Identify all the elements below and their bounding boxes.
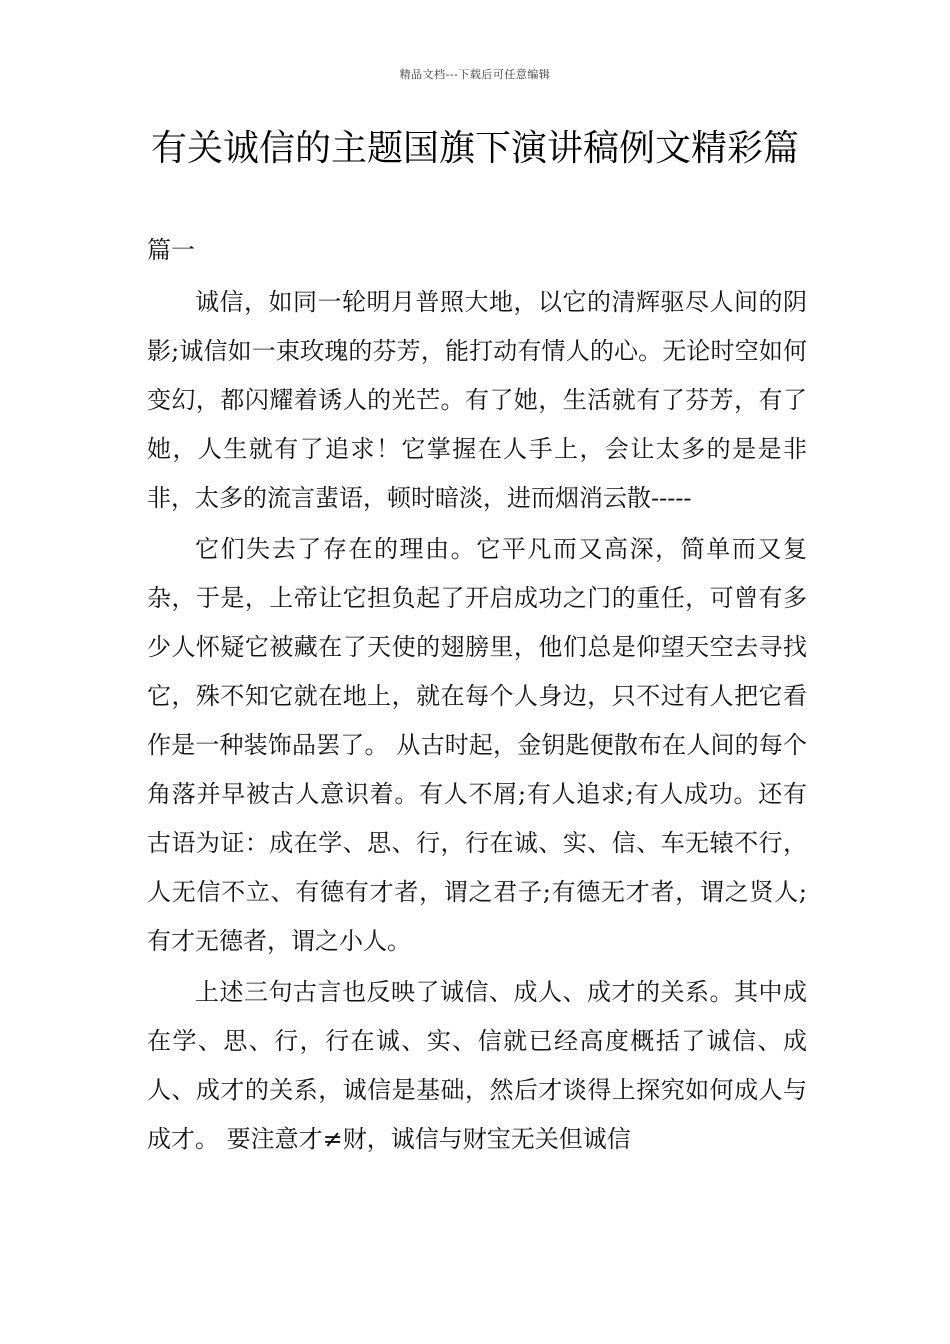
- section-label: 篇一: [147, 236, 195, 264]
- document-title: 有关诚信的主题国旗下演讲稿例文精彩篇: [150, 128, 799, 169]
- paragraph-2: 它们失去了存在的理由。它平凡而又高深，简单而又复杂，于是，上帝让它担负起了开启成功之门的重任，可曾有多少人怀疑它被藏在了天使的翅膀里，他们总是仰望天空去寻找它，殊不知它就在地上，就在每个人身边，只不过有人把它看作是一种装饰品罢了。 从古时起，金钥匙便散布在人间的每个角落并早被古人意识着。有人不屑;有人追求;有人成功。还有古语为证：成在学、思、行，行在诚、实、信、车无辕不行，人无信不立、有德有才者，谓之君子;有德无才者，谓之贤人;有才无德者，谓之小人。: [147, 535, 807, 955]
- paragraph-3: 上述三句古言也反映了诚信、成人、成才的关系。其中成在学、思、行，行在诚、实、信就已经高度概括了诚信、成人、成才的关系，诚信是基础，然后才谈得上探究如何成人与成才。 要注意才≠财，诚信与财宝无关但诚信: [147, 978, 807, 1153]
- paragraph-1: 诚信，如同一轮明月普照大地，以它的清辉驱尽人间的阴影;诚信如一束玫瑰的芬芳，能打动有情人的心。无论时空如何变幻，都闪耀着诱人的光芒。有了她，生活就有了芬芳，有了她，人生就有了追求！它掌握在人手上，会让太多的是是非非，太多的流言蜚语，顿时暗淡，进而烟消云散-----: [147, 288, 807, 512]
- page-header-watermark: 精品文档---下载后可任意编辑: [399, 68, 551, 81]
- document-body: [147, 278, 807, 1166]
